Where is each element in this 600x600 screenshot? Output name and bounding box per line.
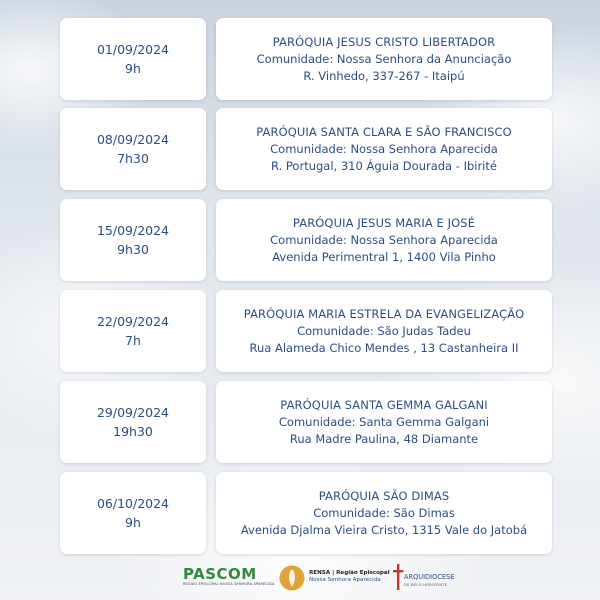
rensa-name: RENSA | Região Episcopal: [309, 570, 390, 576]
community-name: Comunidade: São Dimas: [313, 505, 455, 520]
event-address: Avenida Djalma Vieira Cristo, 1315 Vale do Jatobá: [240, 522, 528, 537]
event-row: [60, 108, 552, 190]
event-time: 9h30: [117, 242, 149, 257]
rensa-emblem-icon: [279, 565, 305, 591]
parish-name: PARÓQUIA MARIA ESTRELA DA EVANGELIZAÇÃO: [243, 306, 525, 321]
event-row: [60, 199, 552, 281]
pascom-wordmark: PASCOM: [183, 565, 257, 583]
event-date-card: [60, 381, 206, 463]
event-info-card: [216, 381, 552, 463]
event-row: [60, 290, 552, 372]
event-date: 15/09/2024: [96, 223, 170, 238]
pascom-logo: [183, 566, 274, 586]
community-name: Comunidade: Santa Gemma Galgani: [278, 414, 490, 429]
event-address: R. Portugal, 310 Águia Dourada - Ibirité: [271, 158, 497, 173]
community-name: Comunidade: Nossa Senhora Aparecida: [270, 141, 498, 156]
parish-name: PARÓQUIA SANTA CLARA E SÃO FRANCISCO: [256, 124, 512, 139]
event-date: 01/09/2024: [96, 42, 170, 57]
event-date-card: [60, 472, 206, 554]
arquidiocese-logo: [392, 563, 482, 595]
event-date-card: [60, 199, 206, 281]
event-address: Avenida Perimentral 1, 1400 Vila Pinho: [272, 249, 496, 264]
event-address: Rua Alameda Chico Mendes , 13 Castanheira II: [249, 340, 519, 355]
arquidiocese-name: ARQUIDIOCESE: [404, 573, 455, 581]
event-info-card: [216, 18, 552, 100]
event-date: 29/09/2024: [96, 405, 170, 420]
event-row: [60, 381, 552, 463]
event-address: Rua Madre Paulina, 48 Diamante: [289, 431, 479, 446]
event-info-card: [216, 472, 552, 554]
footer-logos: [0, 558, 600, 600]
parish-name: PARÓQUIA JESUS MARIA E JOSÉ: [292, 215, 476, 230]
event-time: 19h30: [113, 424, 153, 439]
arquidiocese-text: [404, 574, 454, 589]
event-date: 06/10/2024: [96, 496, 170, 511]
event-time: 9h: [125, 61, 141, 76]
event-date-card: [60, 290, 206, 372]
community-name: Comunidade: Nossa Senhora da Anunciação: [256, 51, 512, 66]
parish-name: PARÓQUIA JESUS CRISTO LIBERTADOR: [272, 34, 496, 49]
arquidiocese-subtitle: DE BELO HORIZONTE: [404, 583, 448, 587]
cross-icon: [392, 563, 404, 591]
event-info-card: [216, 108, 552, 190]
parish-name: PARÓQUIA SANTA GEMMA GALGANI: [280, 397, 488, 412]
event-date-card: [60, 18, 206, 100]
event-row: [60, 18, 552, 100]
event-info-card: [216, 290, 552, 372]
event-time: 9h: [125, 515, 141, 530]
event-date-card: [60, 108, 206, 190]
parish-name: PARÓQUIA SÃO DIMAS: [318, 488, 450, 503]
community-name: Comunidade: Nossa Senhora Aparecida: [270, 232, 498, 247]
event-time: 7h30: [117, 151, 149, 166]
rensa-text: [309, 570, 390, 584]
event-address: R. Vinhedo, 337-267 - Itaipú: [303, 68, 465, 83]
event-row: [60, 472, 552, 554]
event-date: 22/09/2024: [96, 314, 170, 329]
event-info-card: [216, 199, 552, 281]
rensa-subtitle: Nossa Senhora Aparecida: [309, 577, 381, 583]
community-name: Comunidade: São Judas Tadeu: [297, 323, 471, 338]
event-date: 08/09/2024: [96, 132, 170, 147]
pascom-subtitle: REGIÃO EPISCOPAL NOSSA SENHORA APARECIDA: [183, 582, 275, 586]
event-time: 7h: [125, 333, 141, 348]
rensa-logo: [279, 563, 389, 595]
